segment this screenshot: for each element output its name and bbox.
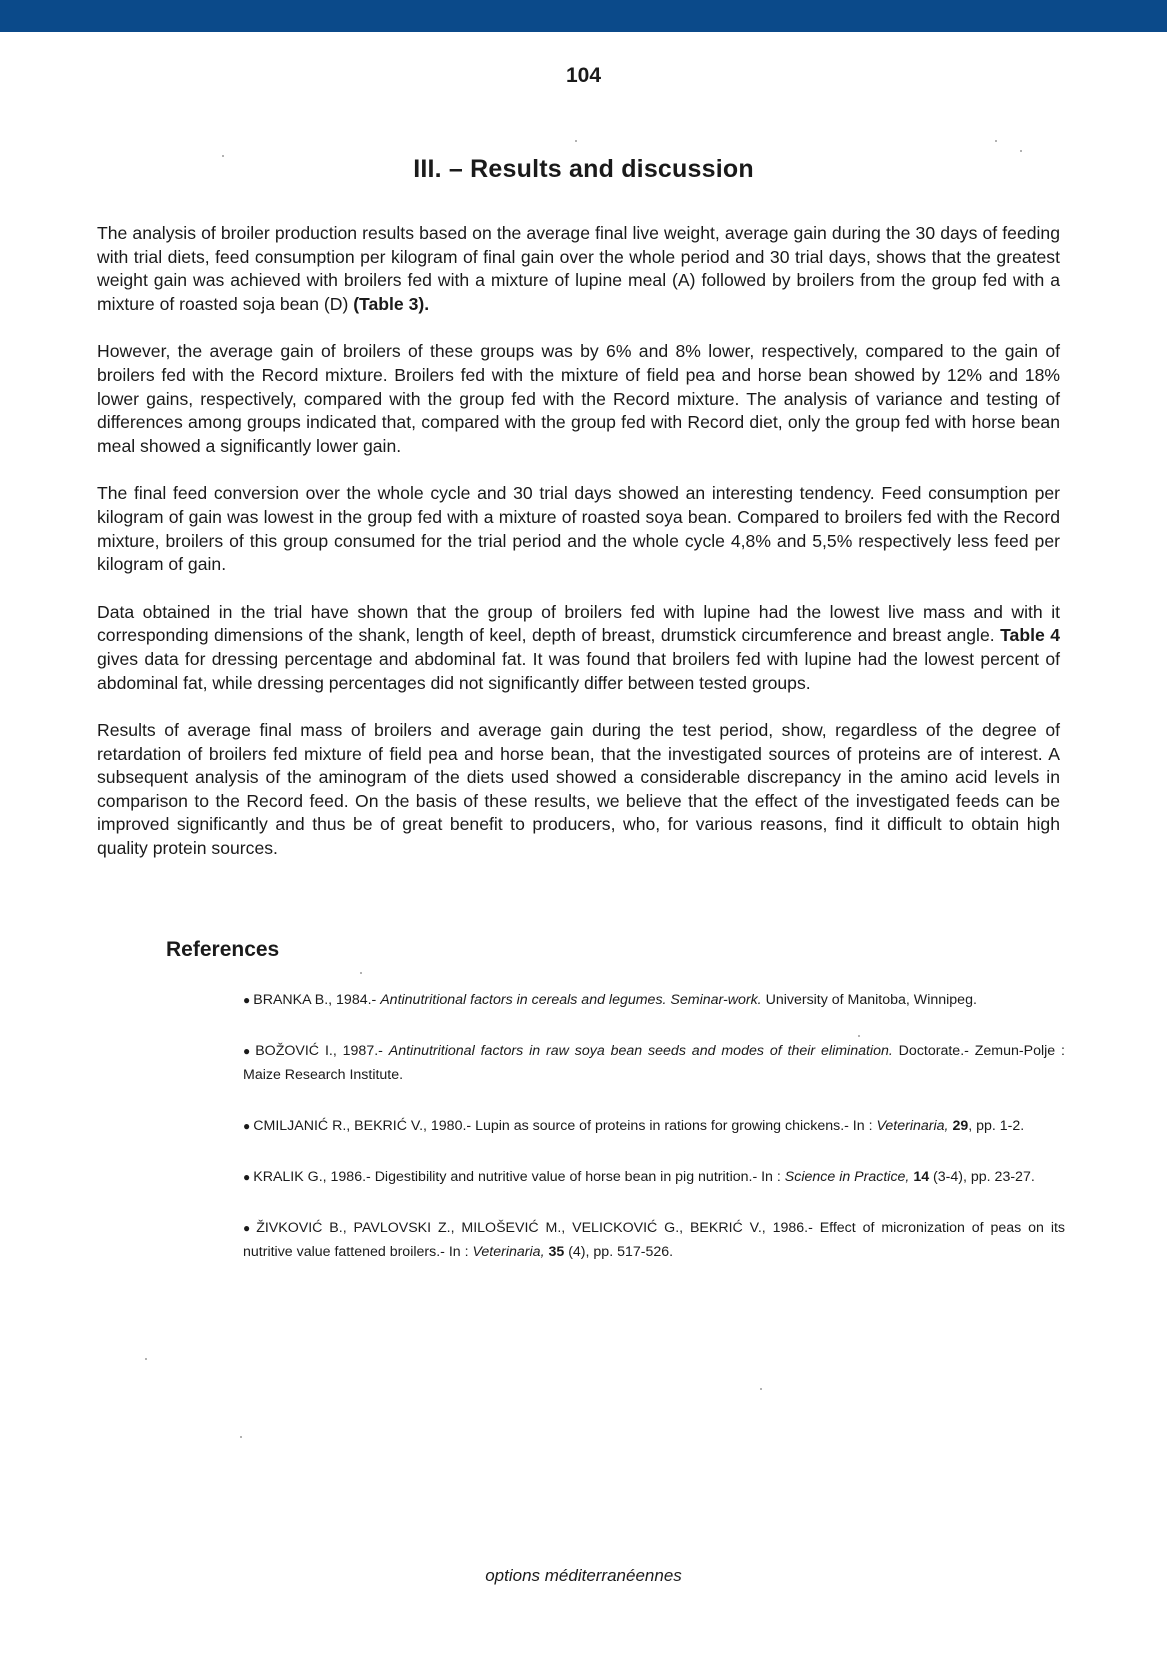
table-reference: Table 4 bbox=[1000, 625, 1060, 646]
reference-author: KRALIK G., 1986.- Digestibility and nutritive value of horse bean in pig nutrition.- In : bbox=[253, 1169, 785, 1185]
reference-author: ŽIVKOVIĆ B., PAVLOVSKI Z., MILOŠEVIĆ M., VELICKOVIĆ G., BEKRIĆ V., 1986.- Effect of micronization of peas on its nutritive value fattened broilers.- In : bbox=[243, 1220, 1065, 1260]
scan-speck bbox=[995, 140, 997, 142]
paragraph-text: Results of average final mass of broilers and average gain during the test period, show, regardless of the degree of retardation of broilers fed mixture of field pea and horse bean, that the investigated sources of proteins are of interest. A subsequent analysis of the aminogram of the diets used showed a considerable discrepancy in the amino acid levels in comparison to the Record feed. On the basis of these results, we believe that the effect of the investigated feeds can be improved significantly and thus be of great benefit to producers, who, for various reasons, find it difficult to obtain high quality protein sources. bbox=[97, 720, 1060, 859]
scan-speck bbox=[858, 1035, 860, 1037]
bullet-icon: ● bbox=[243, 1221, 254, 1235]
reference-item bbox=[243, 1165, 1065, 1189]
bullet-icon: ● bbox=[243, 1044, 253, 1058]
references-list bbox=[243, 988, 1065, 1291]
reference-author: CMILJANIĆ R., BEKRIĆ V., 1980.- Lupin as source of proteins in rations for growing chickens.- In : bbox=[253, 1118, 877, 1134]
reference-rest: Doctorate.- Zemun-Polje : Maize Research Institute. bbox=[243, 1043, 1066, 1083]
paragraph-2 bbox=[97, 340, 1060, 458]
reference-item bbox=[243, 1216, 1065, 1264]
scan-speck bbox=[575, 140, 577, 142]
reference-tail: (3-4), pp. 23-27. bbox=[929, 1169, 1035, 1185]
scan-speck bbox=[1020, 150, 1022, 152]
reference-item bbox=[243, 1039, 1065, 1087]
reference-item bbox=[243, 1114, 1065, 1138]
bullet-icon: ● bbox=[243, 993, 251, 1007]
scan-speck bbox=[760, 1388, 762, 1390]
reference-tail: , pp. 1-2. bbox=[968, 1118, 1025, 1134]
bullet-icon: ● bbox=[243, 1119, 251, 1133]
reference-title: Science in Practice, bbox=[784, 1169, 910, 1185]
paragraph-4 bbox=[97, 601, 1060, 695]
reference-volume: 35 bbox=[548, 1244, 565, 1260]
top-color-band bbox=[0, 0, 1167, 32]
scan-speck bbox=[145, 1358, 147, 1360]
reference-item bbox=[243, 988, 1065, 1012]
references-heading: References bbox=[166, 938, 280, 961]
paragraph-text: The final feed conversion over the whole cycle and 30 trial days showed an interesting tendency. Feed consumption per kilogram of gain was lowest in the group fed with a mixture of roasted soya bean. Compared to broilers fed with the Record mixture, broilers of this group consumed for the trial period and the whole cycle 4,8% and 5,5% respectively less feed per kilogram of gain. bbox=[97, 483, 1060, 575]
reference-title: Antinutritional factors in raw soya bean seeds and modes of their elimination. bbox=[388, 1043, 893, 1059]
scan-speck bbox=[222, 155, 224, 157]
paragraph-text: However, the average gain of broilers of these groups was by 6% and 8% lower, respectively, compared to the gain of broilers fed with the Record mixture. Broilers fed with the mixture of field pea and horse bean showed by 12% and 18% lower gains, respectively, compared with the group fed with the Record mixture. The analysis of variance and testing of differences among groups indicated that, compared with the group fed with Record diet, only the group fed with horse bean meal showed a significantly lower gain. bbox=[97, 341, 1060, 456]
reference-rest: University of Manitoba, Winnipeg. bbox=[761, 992, 977, 1008]
table-reference: (Table 3). bbox=[353, 293, 430, 314]
paragraph-1 bbox=[97, 222, 1060, 316]
reference-title: Veterinaria, bbox=[876, 1118, 949, 1134]
section-title: III. – Results and discussion bbox=[413, 155, 754, 183]
scan-speck bbox=[240, 1436, 242, 1438]
reference-author: BOŽOVIĆ I., 1987.- bbox=[255, 1043, 389, 1059]
reference-author: BRANKA B., 1984.- bbox=[253, 992, 381, 1008]
reference-tail: (4), pp. 517-526. bbox=[564, 1244, 674, 1260]
page-number: 104 bbox=[565, 64, 602, 87]
reference-title: Antinutritional factors in cereals and legumes. Seminar-work. bbox=[380, 992, 762, 1008]
paragraph-text: gives data for dressing percentage and abdominal fat. It was found that broilers fed with lupine had the lowest percent of abdominal fat, while dressing percentages did not significantly differ between tested groups. bbox=[97, 648, 1060, 693]
reference-volume: 29 bbox=[952, 1118, 969, 1134]
body-text bbox=[97, 222, 1060, 885]
paragraph-text: The analysis of broiler production results based on the average final live weight, average gain during the 30 days of feeding with trial diets, feed consumption per kilogram of final gain over the whole period and 30 trial days, shows that the greatest weight gain was achieved with broilers fed with a mixture of lupine meal (A) followed by broilers from the group fed with a mixture of roasted soja bean (D) bbox=[97, 223, 1060, 314]
journal-footer: options méditerranéennes bbox=[485, 1566, 682, 1585]
reference-title: Veterinaria, bbox=[472, 1244, 545, 1260]
scan-speck bbox=[360, 972, 362, 974]
reference-volume: 14 bbox=[913, 1169, 930, 1185]
paragraph-5 bbox=[97, 719, 1060, 861]
paragraph-text: Data obtained in the trial have shown that the group of broilers fed with lupine had the lowest live mass and with it corresponding dimensions of the shank, length of keel, depth of breast, drumstick circumference and breast angle. bbox=[97, 601, 1060, 646]
paragraph-3 bbox=[97, 482, 1060, 576]
bullet-icon: ● bbox=[243, 1170, 251, 1184]
